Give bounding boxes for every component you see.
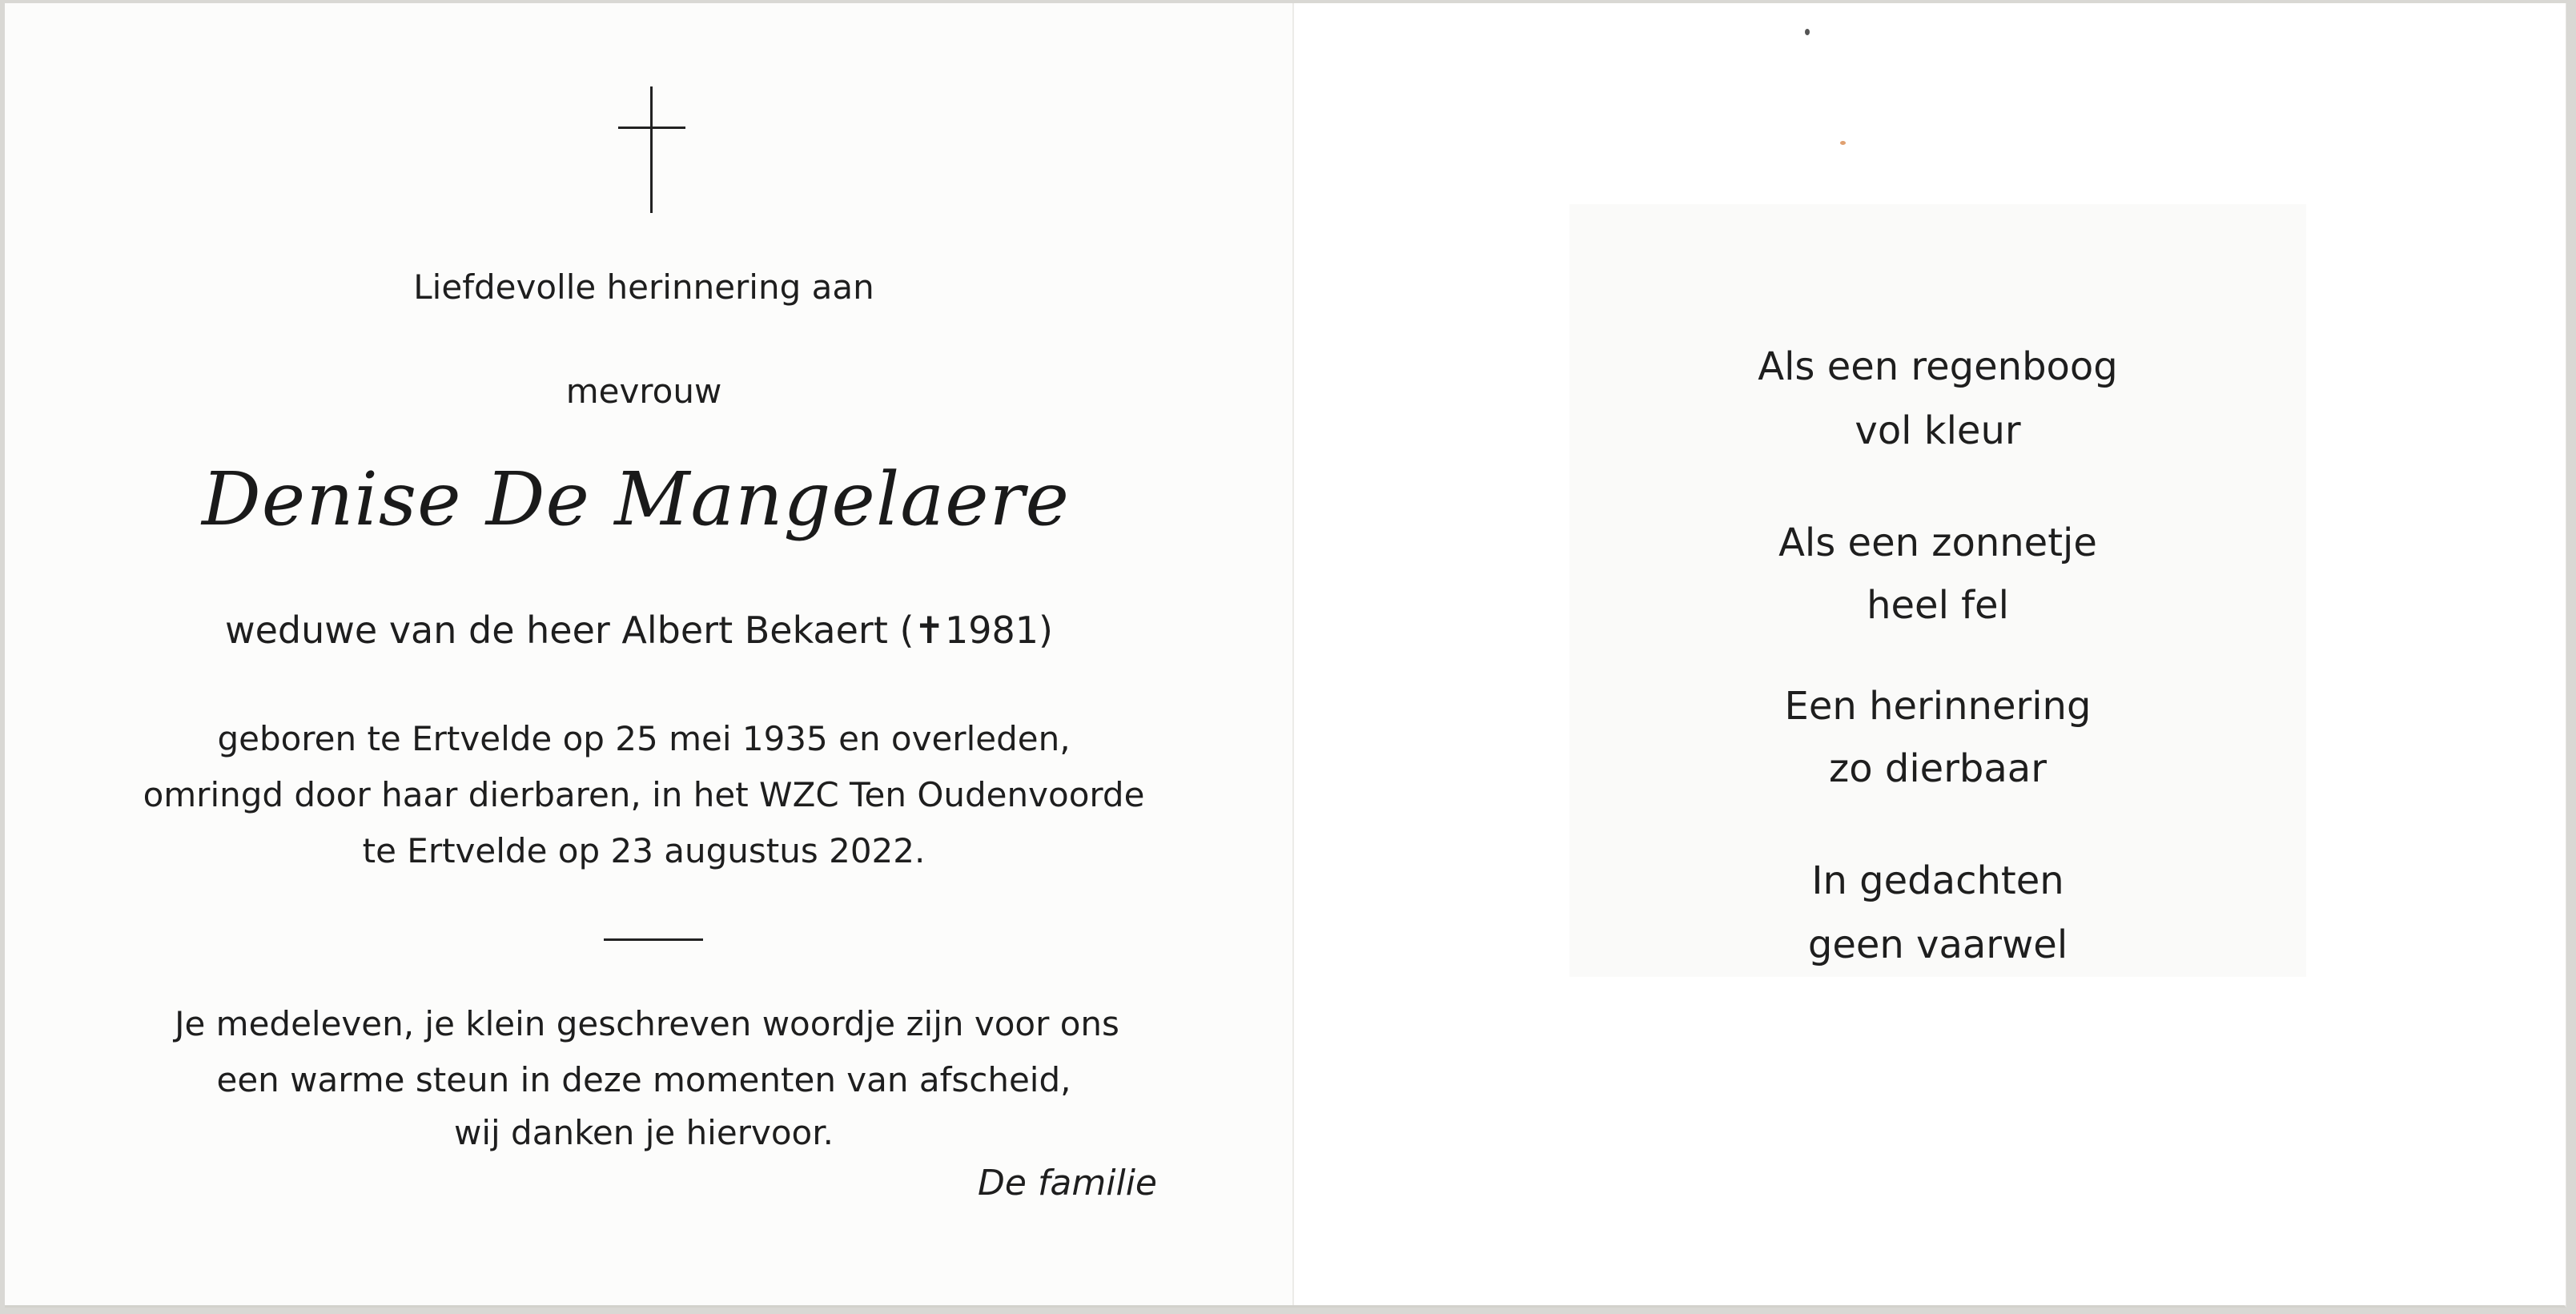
poem-line: Als een regenboog [1758, 344, 2118, 389]
paper-speck [1805, 29, 1810, 35]
thanks-line: een warme steun in deze momenten van afscheid, [216, 1060, 1071, 1099]
thanks-line: wij danken je hiervoor. [454, 1113, 834, 1152]
details-line: geboren te Ertvelde op 25 mei 1935 en overleden, [217, 719, 1071, 758]
poem-line: zo dierbaar [1829, 746, 2047, 791]
poem-line: vol kleur [1855, 408, 2021, 453]
poem-line: geen vaarwel [1807, 922, 2068, 967]
details-line: te Ertvelde op 23 augustus 2022. [362, 831, 926, 870]
poem-line: Als een zonnetje [1778, 520, 2097, 565]
intro-text: Liefdevolle herinnering aan [413, 267, 874, 307]
poem-line: In gedachten [1811, 858, 2064, 903]
signature-text: De familie [978, 1163, 1157, 1203]
details-line: omringd door haar dierbaren, in het WZC Ten Oudenvoorde [143, 775, 1145, 814]
thanks-line: Je medeleven, je klein geschreven woordje zijn voor ons [175, 1004, 1119, 1043]
widow-line: weduwe van de heer Albert Bekaert (✝1981) [225, 609, 1053, 652]
poem-line: Een herinnering [1784, 684, 2092, 729]
latin-cross-icon [618, 86, 685, 213]
paper-speck [1840, 141, 1846, 145]
divider-rule [604, 938, 703, 941]
poem-line: heel fel [1867, 583, 2009, 628]
honorific-text: mevrouw [565, 372, 722, 411]
deceased-name: Denise De Mangelaere [201, 456, 1071, 542]
